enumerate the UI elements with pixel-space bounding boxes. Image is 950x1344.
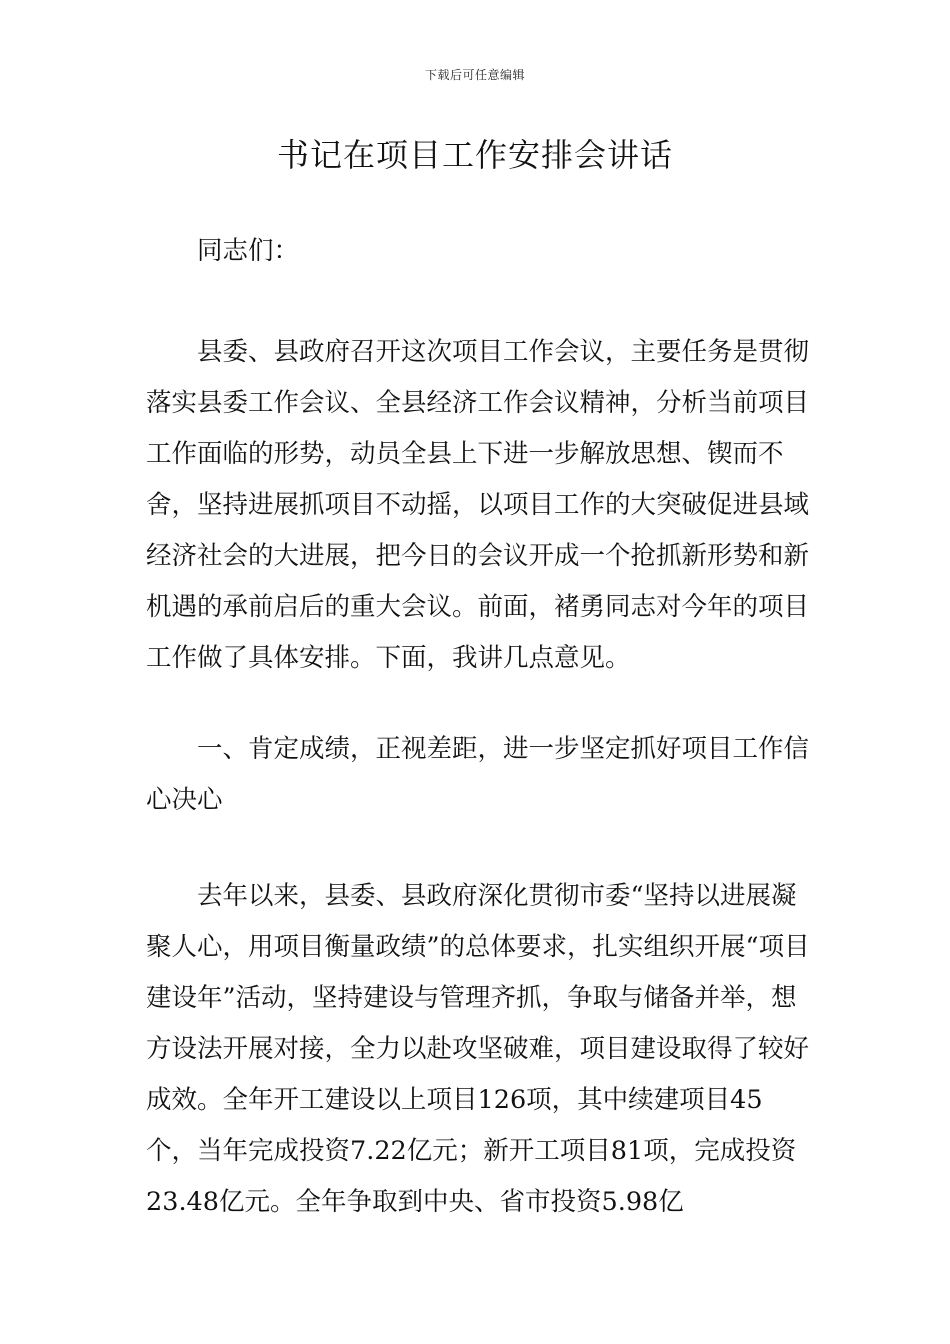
document-title: 书记在项目工作安排会讲话 xyxy=(276,136,673,174)
body-paragraph: 县委、县政府召开这次项目工作会议，主要任务是贯彻落实县委工作会议、全县经济工作会议精神，分析当前项目工作面临的形势，动员全县上下进一步解放思想、锲而不舍，坚持进展抓项目不动摇，以项目工作的大突破促进县域经济社会的大进展，把今日的会议开成一个抢抓新形势和新机遇的承前启后的重大会议。前面，褚勇同志对今年的项目工作做了具体安排。下面，我讲几点意见。 xyxy=(146,337,810,673)
body-paragraph: 去年以来，县委、县政府深化贯彻市委“坚持以进展凝聚人心，用项目衡量政绩”的总体要求，扎实组织开展“项目建设年”活动，坚持建设与管理齐抓，争取与储备并举，想方设法开展对接，全力以赴攻坚破难，项目建设取得了较好成效。全年开工建设以上项目126项，其中续建项目45个，当年完成投资7.22亿元；新开工项目81项，完成投资23.48亿元。全年争取到中央、省市投资5.98亿 xyxy=(146,881,810,1217)
header-note: 下载后可任意编辑 xyxy=(424,68,525,82)
salutation: 同志们： xyxy=(197,236,300,266)
section-heading: 一、肯定成绩，正视差距，进一步坚定抓好项目工作信心决心 xyxy=(146,734,810,815)
